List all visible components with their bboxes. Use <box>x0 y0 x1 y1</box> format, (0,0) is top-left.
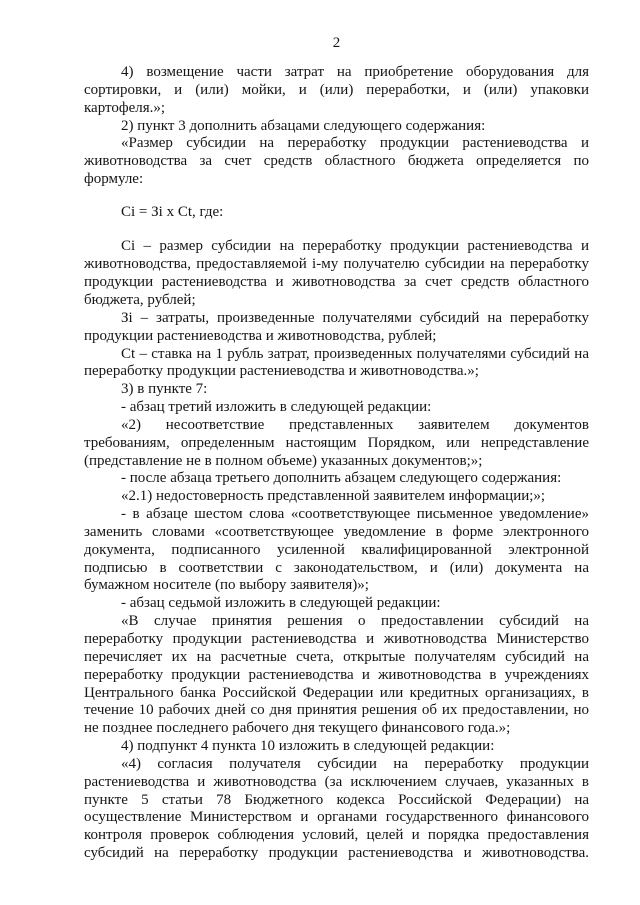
text-line: - в абзаце шестом слова «соответствующее письменное уведомление» <box>121 506 589 523</box>
text-line: переработку продукции растениеводства и животноводства в учреждениях <box>84 666 589 683</box>
paragraph <box>84 118 589 136</box>
text-line: требованиям, определенным настоящим Порядком, или непредставление <box>84 434 589 451</box>
text-line: растениеводства и животноводства (за исключением случаев, указанных в <box>84 773 589 790</box>
text-line: - абзац седьмой изложить в следующей редакции: <box>121 595 441 612</box>
text-line: бумажном носителе (по выбору заявителя)»; <box>84 577 369 594</box>
text-line: 4) подпункт 4 пункта 10 изложить в следующей редакции: <box>121 738 495 755</box>
paragraph <box>84 417 589 471</box>
text-line: 2) пункт 3 дополнить абзацами следующего содержания: <box>121 117 486 134</box>
document-body <box>84 64 589 863</box>
text-line: 4) возмещение части затрат на приобретение оборудования для <box>121 64 589 80</box>
text-line: осуществление Министерством и органами государственного финансового <box>84 809 589 826</box>
paragraph <box>84 488 589 506</box>
paragraph <box>84 613 589 738</box>
paragraph <box>84 595 589 613</box>
text-line: документа, подписанного усиленной квалифицированной электронной <box>84 541 589 558</box>
text-line: животноводства, предоставляемой i-му получателю субсидии на переработку <box>84 256 589 273</box>
text-line: сортировки, и (или) мойки, и (или) переработки, и (или) упаковки <box>84 81 589 98</box>
text-line: формуле: <box>84 171 144 188</box>
text-line: бюджета, рублей; <box>84 291 196 308</box>
text-line: «2.1) недостоверность представленной заявителем информации;»; <box>121 488 546 505</box>
text-line: Сt – ставка на 1 рубль затрат, произведенных получателями субсидий на <box>121 345 589 362</box>
text-line: подписью в соответствии с законодательством, и (или) документа на <box>84 559 589 576</box>
paragraph <box>84 346 589 382</box>
paragraph <box>84 470 589 488</box>
paragraph <box>84 64 589 118</box>
text-line: Сi – размер субсидии на переработку продукции растениеводства и <box>121 238 589 255</box>
paragraph <box>84 238 589 309</box>
text-line: продукции растениеводства и животноводства за счет средств областного <box>84 274 589 291</box>
paragraph <box>84 399 589 417</box>
text-line: заменить словами «соответствующее уведомление в форме электронного <box>84 523 589 540</box>
paragraph <box>84 310 589 346</box>
paragraph <box>84 756 589 863</box>
text-line: животноводства за счет средств областного бюджета определяется по <box>84 153 589 170</box>
formula-line: Сi = Зi x Сt, где: <box>121 204 224 221</box>
text-line: переработку продукции растениеводства и животноводства Министерство <box>84 631 589 647</box>
text-line: течение 10 рабочих дней со дня принятия решения об их предоставлении, но <box>84 702 589 719</box>
text-line: (представление не в полном объеме) указанных документов;»; <box>84 452 483 469</box>
text-line: 3) в пункте 7: <box>121 381 208 398</box>
text-line: субсидий на переработку продукции растениеводства и животноводства. <box>84 845 589 862</box>
paragraph <box>84 381 589 399</box>
paragraph <box>84 135 589 189</box>
text-line: контроля проверок соблюдения условий, целей и порядка предоставления <box>84 827 589 844</box>
text-line: пункте 5 статьи 78 Бюджетного кодекса Российской Федерации) на <box>84 791 589 808</box>
page-number: 2 <box>332 35 341 51</box>
text-line: продукции растениеводства и животноводства, рублей; <box>84 327 437 344</box>
text-line: - после абзаца третьего дополнить абзацем следующего содержания: <box>121 470 562 487</box>
text-line: «В случае принятия решения о предоставлении субсидий на <box>121 613 589 630</box>
text-line: перечисляет их на расчетные счета, открытые получателям субсидий на <box>84 648 589 665</box>
paragraph <box>84 738 589 756</box>
text-line: не позднее последнего рабочего дня текущего финансового года.»; <box>84 720 511 737</box>
text-line: «2) несоответствие представленных заявителем документов <box>121 416 589 433</box>
text-line: Зi – затраты, произведенные получателями субсидий на переработку <box>121 309 589 326</box>
text-line: - абзац третий изложить в следующей редакции: <box>121 399 432 416</box>
text-line: картофеля.»; <box>84 99 166 116</box>
paragraph <box>84 506 589 595</box>
formula-paragraph <box>84 204 589 222</box>
text-line: переработку продукции растениеводства и животноводства.»; <box>84 363 479 380</box>
text-line: «4) согласия получателя субсидии на переработку продукции <box>121 755 589 772</box>
text-line: Центрального банка Российской Федерации или кредитных организациях, в <box>84 684 589 701</box>
text-line: «Размер субсидии на переработку продукции растениеводства и <box>121 135 589 152</box>
